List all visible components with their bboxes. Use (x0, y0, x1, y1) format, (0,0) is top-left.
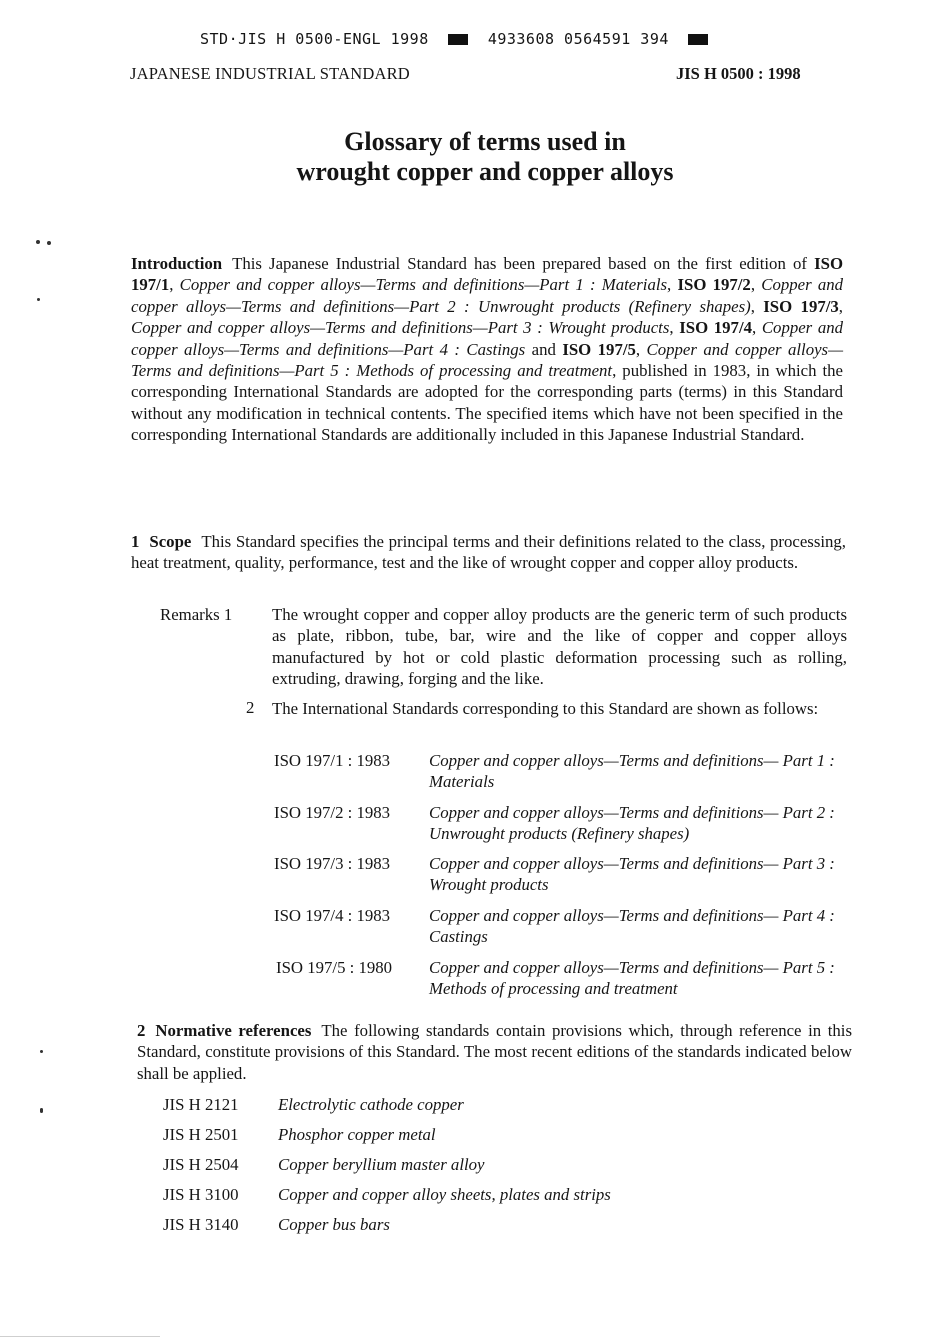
normative-references-text: The following standards contain provisions which, through reference in this Standard, constitute provisions of this Standard. The most recent editions of the standards indicated below shall be applied. (137, 1021, 852, 1083)
black-bar-icon (688, 34, 708, 45)
scan-speck (36, 240, 40, 244)
reference-code: JIS H 3100 (163, 1185, 239, 1204)
remark-2-text: The International Standards corresponding to this Standard are shown as follows: (272, 699, 819, 718)
intro-iso-title: Copper and copper alloys—Terms and definitions—Part 5 : Methods of processing and treatment (131, 339, 843, 381)
intro-iso-title: Copper and copper alloys—Terms and definitions—Part 3 : Wrought products (131, 318, 670, 338)
intro-text: This Japanese Industrial Standard has been prepared based on the first edition of (232, 254, 815, 273)
remark-2-number: 2 (246, 698, 255, 717)
reference-item (163, 1214, 390, 1235)
scan-speck (40, 1108, 43, 1113)
reference-item (163, 1154, 484, 1175)
remarks-label: Remarks 1 (160, 605, 233, 624)
intro-iso-ref: ISO 197/4 (679, 318, 753, 338)
intro-iso-ref: ISO 197/1 (131, 254, 843, 295)
reference-item (163, 1124, 436, 1145)
iso-code: ISO 197/4 : 1983 (274, 906, 391, 925)
title-line-2: wrought copper and copper alloys (296, 157, 674, 186)
intro-iso-ref: ISO 197/5 (562, 339, 636, 359)
introduction-heading: Introduction (131, 254, 223, 273)
reference-item (163, 1094, 464, 1115)
iso-code: ISO 197/2 : 1983 (274, 803, 391, 822)
iso-title: Copper and copper alloys—Terms and definitions— Part 2 : Unwrought products (Refinery shapes) (429, 803, 835, 844)
iso-code: ISO 197/3 : 1983 (274, 854, 391, 873)
reference-title: Copper beryllium master alloy (278, 1155, 485, 1174)
reference-code: JIS H 2121 (163, 1095, 239, 1114)
scope-paragraph (131, 531, 846, 574)
intro-text: , published in 1983, in which the corresponding International Standards are adopted for the corresponding parts (terms) in this Standard without any modification in technical contents. The specified items which have not been specified in the corresponding International Standards are additionally included in this Japanese Industrial Standard. (131, 361, 843, 445)
scope-heading: Scope (149, 532, 192, 551)
scope-text: This Standard specifies the principal terms and their definitions related to the class, processing, heat treatment, quality, performance, test and the like of wrought copper and copper alloy products. (131, 532, 846, 573)
remark-1-text: The wrought copper and copper alloy products are the generic term of such products as plate, ribbon, tube, bar, wire and the like of copper and copper alloys manufactured by hot or cold plastic deformation processing such as rolling, extruding, drawing, forging and the like. (272, 605, 847, 689)
iso-title: Copper and copper alloys—Terms and definitions— Part 4 : Castings (429, 906, 835, 947)
document-code-part1: STD·JIS H 0500-ENGL 1998 (200, 30, 429, 48)
reference-title: Copper and copper alloy sheets, plates and strips (278, 1185, 611, 1204)
normative-references-paragraph (137, 1020, 852, 1084)
section-number: 2 (137, 1021, 146, 1040)
introduction-paragraph: Introduction This Japanese Industrial Standard has been prepared based on the first edition of ISO 197/1, Copper and copper alloys—Terms and definitions—Part 1 : Materials, ISO 197/2, Copper and copper alloys—Terms and definitions—Part 2 : Unwrought products (Refinery shapes), ISO 197/3, Copper and copper alloys—Terms and definitions—Part 3 : Wrought products, ISO 197/4, Copper and copper alloys—Terms and definitions—Part 4 : Castings and ISO 197/5, Copper and copper alloys—Terms and definitions—Part 5 : Methods of processing and treatment, published in 1983, in which the corresponding International Standards are adopted for the corresponding parts (terms) in this Standard without any modification in technical contents. The specified items which have not been specified in the corresponding International Standards are additionally included in this Japanese Industrial Standard. (131, 254, 844, 445)
intro-iso-ref: ISO 197/2 (677, 275, 751, 295)
scan-speck (37, 298, 40, 301)
iso-title: Copper and copper alloys—Terms and definitions— Part 5 : Methods of processing and treatment (429, 958, 835, 999)
intro-iso-title: Copper and copper alloys—Terms and definitions—Part 1 : Materials (179, 275, 668, 295)
intro-text: and (525, 339, 563, 359)
intro-iso-title: Copper and copper alloys—Terms and definitions—Part 4 : Castings (131, 318, 844, 359)
page-title (130, 127, 840, 187)
iso-title: Copper and copper alloys—Terms and definitions— Part 3 : Wrought products (429, 854, 835, 895)
iso-code: ISO 197/1 : 1983 (274, 751, 391, 770)
scan-speck (47, 241, 51, 245)
reference-title: Phosphor copper metal (278, 1125, 436, 1144)
iso-code: ISO 197/5 : 1980 (276, 958, 393, 977)
standard-number: JIS H 0500 : 1998 (676, 64, 801, 83)
intro-iso-title: Copper and copper alloys—Terms and definitions—Part 2 : Unwrought products (Refinery shapes) (131, 275, 843, 316)
section-number: 1 (131, 532, 140, 551)
intro-iso-ref: ISO 197/3 (763, 296, 839, 316)
reference-code: JIS H 2504 (163, 1155, 239, 1174)
reference-title: Electrolytic cathode copper (278, 1095, 464, 1114)
reference-title: Copper bus bars (278, 1215, 390, 1234)
reference-code: JIS H 2501 (163, 1125, 239, 1144)
title-line-1: Glossary of terms used in (344, 127, 626, 156)
black-bar-icon (448, 34, 468, 45)
document-code-part2: 4933608 0564591 394 (487, 30, 669, 48)
reference-item (163, 1184, 611, 1205)
reference-code: JIS H 3140 (163, 1215, 239, 1234)
normative-references-heading: Normative references (155, 1021, 312, 1040)
scan-speck (40, 1050, 43, 1053)
iso-title: Copper and copper alloys—Terms and definitions— Part 1 : Materials (429, 751, 835, 792)
document-code-line (200, 30, 718, 48)
standard-label: JAPANESE INDUSTRIAL STANDARD (130, 64, 410, 83)
scan-edge-line (0, 1336, 160, 1337)
